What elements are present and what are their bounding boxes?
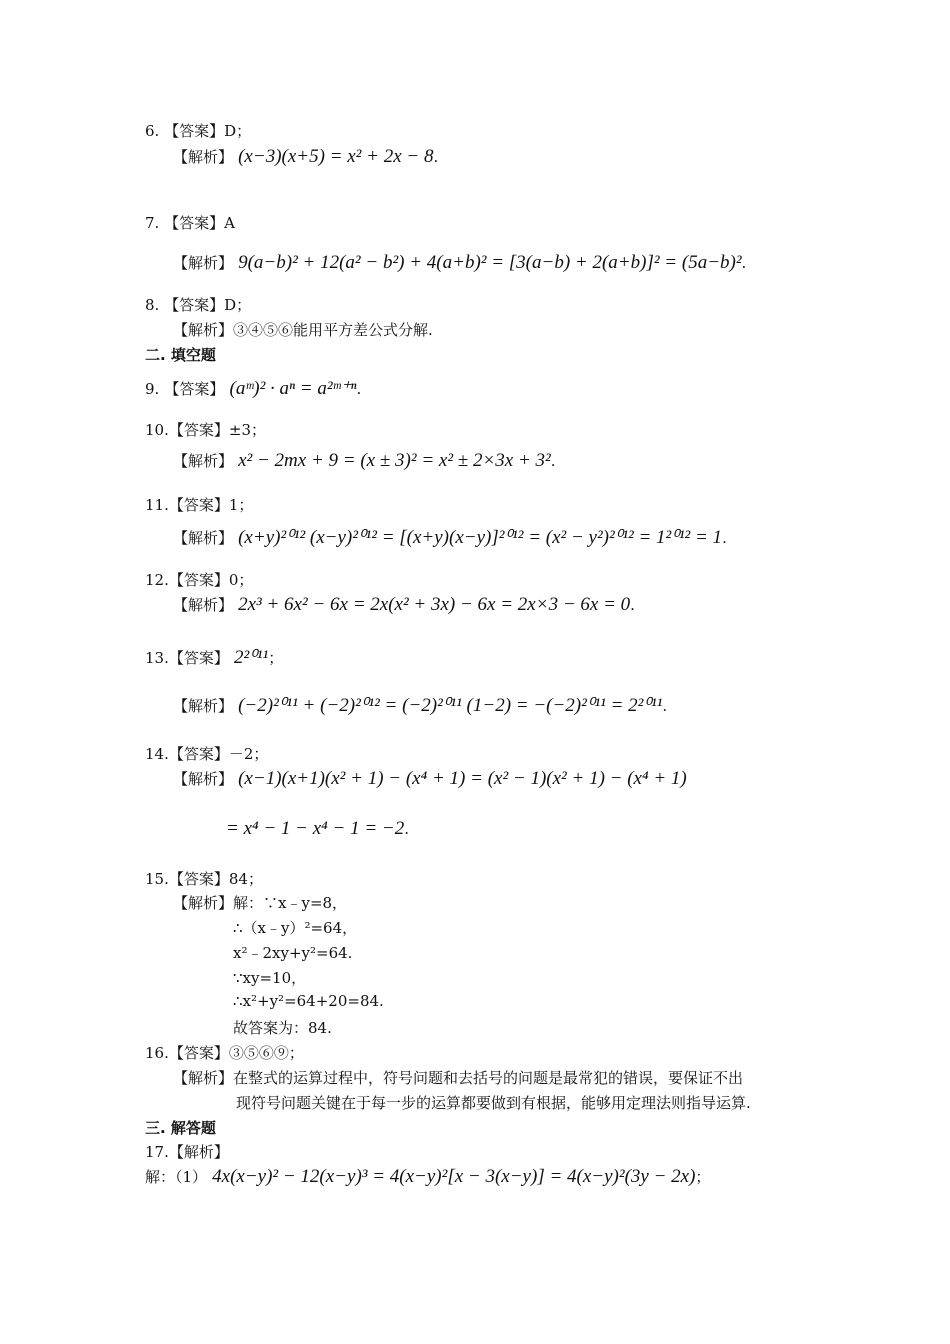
q17-label-row [145, 1141, 229, 1162]
q13-end: . [662, 697, 668, 715]
q12-answer-row [145, 569, 253, 590]
q8-answer-row [145, 294, 251, 315]
q9-num: 9. [145, 380, 160, 398]
q14-explain-2: = x⁴ − 1 − x⁴ − 1 = −2 [226, 818, 405, 839]
q13-answer-end: ； [268, 649, 284, 667]
answer-label: 【答案】 [168, 496, 229, 514]
q15-answer-row [145, 868, 263, 889]
q13-answer: 2²⁰¹¹ [233, 647, 269, 668]
q13-explain-row [173, 694, 667, 717]
q16-explain-row [173, 1067, 743, 1088]
q12-answer: 0； [228, 571, 254, 589]
explain-label: 【解析】 [173, 321, 234, 339]
q6-explain-row [173, 146, 438, 168]
q6-answer: D； [224, 122, 252, 140]
q10-end: . [550, 452, 556, 470]
explain-label: 【解析】 [173, 697, 234, 715]
q11-answer: 1； [228, 496, 254, 514]
answer-label: 【答案】 [164, 214, 225, 232]
q14-num: 14. [145, 745, 169, 763]
q9-answer: (aᵐ)² · aⁿ = a²ᵐ⁺ⁿ [229, 378, 357, 399]
q12-num: 12. [145, 571, 169, 589]
answer-label: 【答案】 [168, 870, 229, 888]
explain-label: 【解析】 [168, 1143, 229, 1161]
section-solve: 三. 解答题 [145, 1119, 216, 1137]
q11-answer-row [145, 494, 253, 515]
q16-explain-line: 在整式的运算过程中，符号问题和去括号的问题是最常犯的错误，要保证不出 [233, 1069, 744, 1087]
answer-label: 【答案】 [164, 296, 225, 314]
q6-num: 6. [145, 122, 160, 140]
answer-label: 【答案】 [168, 421, 229, 439]
q16-num: 16. [145, 1044, 169, 1062]
explain-label: 【解析】 [173, 894, 234, 912]
q6-explain: (x−3)(x+5) = x² + 2x − 8 [238, 146, 434, 167]
explain-label: 【解析】 [173, 529, 234, 547]
q15-answer: 84； [228, 870, 263, 888]
q7-answer-row [145, 212, 235, 233]
q11-end: . [722, 529, 727, 547]
q6-end: . [433, 148, 439, 166]
q15-num: 15. [145, 870, 169, 888]
q8-num: 8. [145, 296, 160, 314]
q8-explain: ③④⑤⑥能用平方差公式分解. [233, 321, 433, 339]
q11-explain-row [173, 526, 727, 549]
q12-end: . [630, 596, 635, 614]
q14-explain: (x−1)(x+1)(x² + 1) − (x⁴ + 1) = (x² − 1)(x² + 1) − (x⁴ + 1) [238, 768, 687, 789]
q14-explain-row [173, 768, 687, 790]
q17-solution: 4x(x−y)² − 12(x−y)³ = 4(x−y)²[x − 3(x−y)] = 4(x−y)²(3y − 2x) [212, 1166, 696, 1187]
q7-end: . [741, 254, 747, 272]
q15-explain-line: 故答案为：84. [233, 1019, 332, 1037]
q17-num: 17. [145, 1143, 169, 1161]
q13-answer-row [145, 646, 283, 669]
q12-explain: 2x³ + 6x² − 6x = 2x(x² + 3x) − 6x = 2x×3 − 6x = 0 [238, 594, 631, 615]
explain-label: 【解析】 [173, 770, 234, 788]
q13-num: 13. [145, 649, 169, 667]
answer-label: 【答案】 [168, 571, 229, 589]
q14-end: . [404, 820, 410, 838]
q15-explain-line: ∴x²+y²=64+20=84. [233, 992, 384, 1010]
q10-answer: ±3； [228, 421, 266, 439]
q16-explain-line: 现符号问题关键在于每一步的运算都要做到有根据，能够用定理法则指导运算. [236, 1094, 751, 1112]
section-fill-blank: 二. 填空题 [145, 346, 216, 364]
answer-label: 【答案】 [164, 122, 225, 140]
q16-answer-row [145, 1042, 304, 1063]
q9-end: . [356, 380, 362, 398]
q13-explain: (−2)²⁰¹¹ + (−2)²⁰¹² = (−2)²⁰¹¹ (1−2) = −(−2)²⁰¹¹ = 2²⁰¹¹ [238, 695, 663, 716]
q6-answer-row [145, 120, 251, 141]
q15-explain-line: ∵xy=10， [233, 969, 307, 987]
q14-explain-row-2 [226, 818, 409, 840]
q7-explain-row [173, 252, 746, 274]
explain-label: 【解析】 [173, 148, 234, 166]
explain-label: 【解析】 [173, 452, 234, 470]
q14-answer-row [145, 743, 268, 764]
q15-explain-line: 解：∵x﹣y=8， [233, 894, 348, 912]
q10-num: 10. [145, 421, 169, 439]
q10-answer-row [145, 419, 266, 440]
q11-num: 11. [145, 496, 169, 514]
q7-explain: 9(a−b)² + 12(a² − b²) + 4(a+b)² = [3(a−b) + 2(a+b)]² = (5a−b)² [238, 252, 742, 273]
answer-label: 【答案】 [164, 380, 225, 398]
q12-explain-row [173, 594, 635, 616]
answer-label: 【答案】 [168, 649, 229, 667]
q17-solution-row [145, 1166, 710, 1188]
q17-end: ； [695, 1168, 711, 1186]
q10-explain: x² − 2mx + 9 = (x ± 3)² = x² ± 2×3x + 3² [238, 450, 551, 471]
q9-answer-row [145, 377, 361, 400]
q8-explain-row [173, 319, 433, 340]
explain-label: 【解析】 [173, 596, 234, 614]
q7-answer: A [224, 214, 235, 232]
q15-explain-label-row [173, 892, 347, 913]
q15-explain-line: ∴（x﹣y）²=64， [233, 919, 358, 937]
q16-answer: ③⑤⑥⑨； [228, 1044, 304, 1062]
answer-label: 【答案】 [168, 1044, 229, 1062]
q8-answer: D； [224, 296, 252, 314]
q15-explain-line: x²﹣2xy+y²=64. [233, 944, 353, 962]
q10-explain-row [173, 450, 556, 472]
explain-label: 【解析】 [173, 1069, 234, 1087]
answer-label: 【答案】 [168, 745, 229, 763]
q17-solution-prefix: 解：（1） [145, 1168, 208, 1186]
q7-num: 7. [145, 214, 160, 232]
explain-label: 【解析】 [173, 254, 234, 272]
q14-answer: －2； [228, 745, 269, 763]
q11-explain: (x+y)²⁰¹² (x−y)²⁰¹² = [(x+y)(x−y)]²⁰¹² = (x² − y²)²⁰¹² = 1²⁰¹² = 1 [238, 527, 723, 548]
